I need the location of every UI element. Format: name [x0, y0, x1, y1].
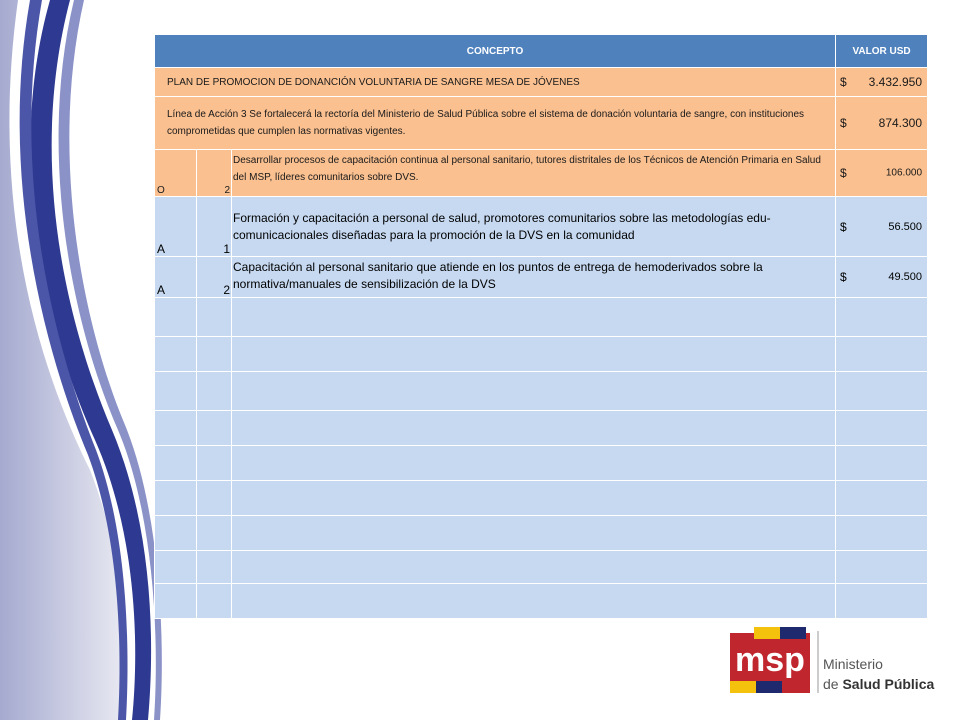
row-description: Capacitación al personal sanitario que atiende en los puntos de entrega de hemoderivados sobre la normativa/manuales de sensibilización de la DVS — [232, 257, 836, 298]
logo-mark: msp — [735, 641, 805, 679]
row-type: A — [155, 197, 197, 257]
header-row — [155, 35, 928, 68]
plan-label: PLAN DE PROMOCION DE DONANCIÓN VOLUNTARIA DE SANGRE MESA DE JÓVENES — [155, 68, 836, 97]
budget-table — [154, 34, 928, 619]
row-currency: $ — [840, 270, 847, 284]
row-currency: $ — [840, 219, 847, 234]
table-row — [155, 197, 928, 257]
linea-label: Línea de Acción 3 Se fortalecerá la rectoría del Ministerio de Salud Pública sobre el sistema de donación voluntaria de sangre, con instituciones comprometidas que cumplen las normativas vigentes. — [155, 97, 836, 150]
linea-value-cell — [836, 97, 928, 150]
empty-row — [155, 337, 928, 372]
logo-line2 — [823, 676, 934, 692]
plan-currency: $ — [840, 75, 847, 89]
row-value: 106.000 — [885, 167, 923, 179]
header-valor: VALOR USD — [836, 35, 928, 68]
empty-row — [155, 372, 928, 411]
empty-row — [155, 481, 928, 516]
row-value: 56.500 — [888, 220, 923, 233]
row-description: Desarrollar procesos de capacitación continua al personal sanitario, tutores distritales de los Técnicos de Atención Primaria en Salud del MSP, líderes comunitarios sobre DVS. — [232, 150, 836, 197]
plan-value: 3.432.950 — [868, 75, 923, 89]
row-type: A — [155, 257, 197, 298]
empty-row — [155, 584, 928, 619]
row-value-cell — [836, 150, 928, 197]
empty-row — [155, 446, 928, 481]
row-type: O — [155, 150, 197, 197]
row-value-cell — [836, 257, 928, 298]
row-value: 49.500 — [888, 271, 923, 283]
row-description: Formación y capacitación a personal de salud, promotores comunitarios sobre las metodologías edu-comunicacionales diseñadas para la promoción de la DVS en la comunidad — [232, 197, 836, 257]
row-number: 2 — [197, 257, 232, 298]
header-concepto: CONCEPTO — [155, 35, 836, 68]
logo-salud-publica: Salud Pública — [842, 676, 935, 692]
plan-value-cell — [836, 68, 928, 97]
plan-row — [155, 68, 928, 97]
linea-currency: $ — [840, 116, 847, 130]
empty-row — [155, 551, 928, 584]
row-number: 1 — [197, 197, 232, 257]
table-row — [155, 257, 928, 298]
msp-logo — [728, 627, 938, 695]
table-row — [155, 150, 928, 197]
logo-de: de — [823, 676, 843, 692]
empty-row — [155, 411, 928, 446]
row-number: 2 — [197, 150, 232, 197]
linea-row — [155, 97, 928, 150]
row-currency: $ — [840, 166, 847, 180]
row-value-cell — [836, 197, 928, 257]
empty-row — [155, 298, 928, 337]
linea-value: 874.300 — [878, 116, 923, 130]
empty-row — [155, 516, 928, 551]
logo-ministerio: Ministerio — [823, 656, 883, 672]
